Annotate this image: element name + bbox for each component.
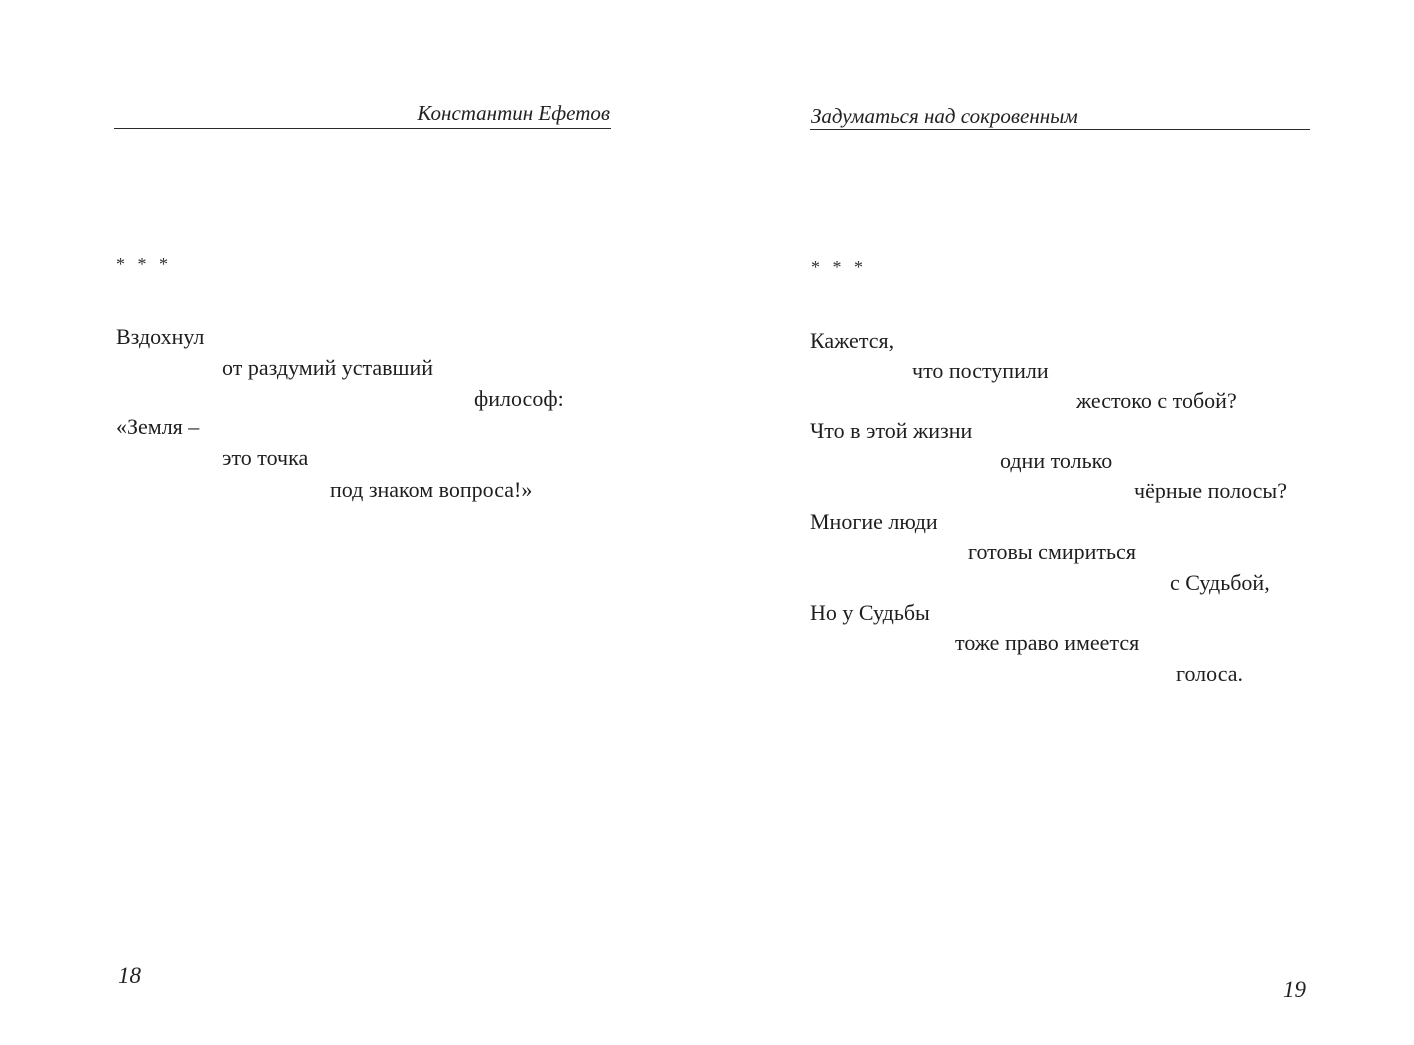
left-section-separator: * * * — [116, 254, 172, 274]
poem-line: одни только — [1000, 448, 1113, 473]
poem-line: Но у Судьбы — [810, 600, 930, 625]
poem-line: тоже право имеется — [955, 630, 1140, 655]
right-page — [707, 0, 1414, 1045]
right-page-number: 19 — [1283, 977, 1306, 1002]
poem-line: это точка — [222, 445, 309, 470]
poem-line: жестоко с тобой? — [1076, 388, 1237, 413]
poem-line: Вздохнул — [116, 324, 205, 349]
left-running-head: Константин Ефетов — [417, 101, 610, 125]
poem-line: под знаком вопроса!» — [330, 477, 533, 502]
poem-line: «Земля – — [116, 414, 200, 439]
poem-line: с Судьбой, — [1170, 570, 1270, 595]
poem-line: от раздумий уставший — [222, 355, 434, 380]
poem-line: Что в этой жизни — [810, 418, 973, 443]
poem-line: Кажется, — [810, 328, 895, 353]
left-header-rule — [114, 128, 611, 129]
poem-line: голоса. — [1176, 661, 1244, 686]
right-header-rule — [810, 129, 1310, 130]
right-section-separator: * * * — [811, 257, 867, 277]
right-running-head: Задуматься над сокровенным — [811, 104, 1078, 128]
poem-line: готовы смириться — [968, 539, 1136, 564]
left-page-number: 18 — [118, 963, 141, 988]
poem-line: что поступили — [912, 358, 1049, 383]
poem-line: чёрные полосы? — [1134, 478, 1287, 503]
poem-line: философ: — [474, 386, 564, 411]
poem-line: Многие люди — [810, 509, 938, 534]
